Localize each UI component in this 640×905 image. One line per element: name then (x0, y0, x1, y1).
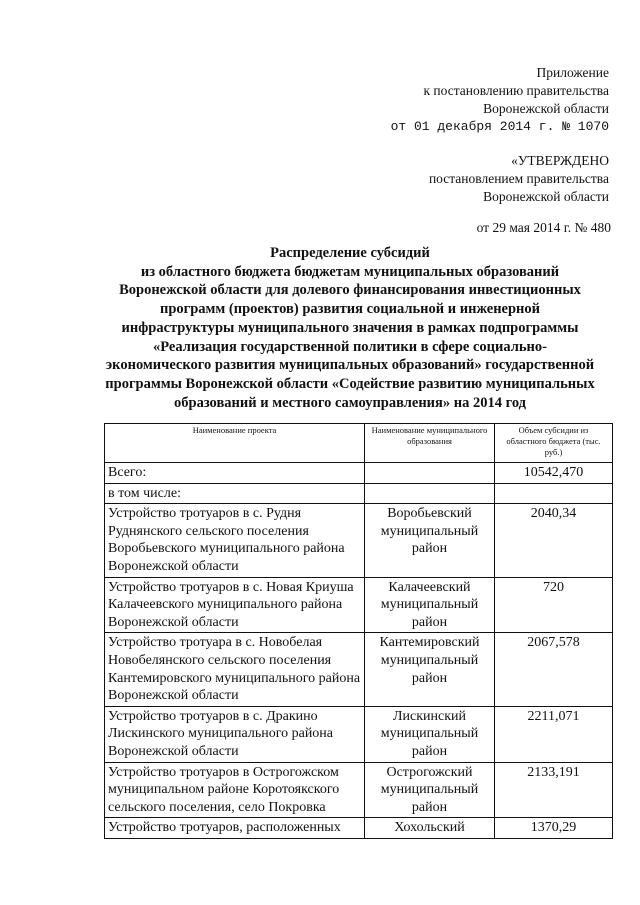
resolution-date: от 29 мая 2014 г. № 480 (476, 220, 611, 235)
title-line: программ (проектов) развития социальной и инженерной (159, 301, 541, 318)
document-title (100, 244, 600, 412)
including-label: в том числе: (105, 483, 365, 504)
title-line: программы Воронежской области «Содействие развитию муниципальных (105, 375, 595, 392)
amount-cell: 2040,34 (495, 504, 613, 577)
including-row (105, 483, 613, 504)
amount-cell: 1370,29 (495, 818, 613, 839)
amount-cell: 2133,191 (495, 762, 613, 818)
title-line: Распределение субсидий (270, 245, 430, 261)
municipality-cell: Острогожский муниципальный район (365, 762, 495, 818)
title-line: образований и местного самоуправления» на 2014 год (174, 394, 526, 411)
project-cell: Устройство тротуара в с. Новобелая Новобелянского сельского поселения Кантемировского муниципального района Воронежской области (105, 633, 365, 706)
municipality-cell: Калачеевский муниципальный район (365, 577, 495, 633)
table-row (105, 633, 613, 706)
municipality-cell: Кантемировский муниципальный район (365, 633, 495, 706)
table-header-row (105, 424, 613, 463)
header-project: Наименование проекта (105, 424, 365, 463)
amount-cell: 2067,578 (495, 633, 613, 706)
appendix-line: Воронежской области (483, 101, 609, 116)
total-amount: 10542,470 (495, 463, 613, 484)
approval-line: постановлением правительства (428, 171, 609, 186)
appendix-date-line: от 01 декабря 2014 г. № 1070 (390, 119, 609, 134)
title-line: Воронежской области для долевого финансирования инвестиционных (119, 282, 581, 299)
subsidy-table (104, 423, 613, 839)
amount-cell: 720 (495, 577, 613, 633)
amount-cell: 2211,071 (495, 706, 613, 762)
municipality-cell: Воробьевский муниципальный район (365, 504, 495, 577)
project-cell: Устройство тротуаров в Острогожском муниципальном районе Коротоякского сельского поселения, село Покровка (105, 762, 365, 818)
title-line: инфраструктуры муниципального значения в рамках подпрограммы (121, 319, 579, 336)
total-row (105, 463, 613, 484)
table-row (105, 577, 613, 633)
total-label: Всего: (105, 463, 365, 484)
approval-line: Воронежской области (483, 189, 609, 204)
including-empty-cell (365, 483, 495, 504)
title-line: экономического развития муниципальных образований» государственной (105, 357, 595, 374)
project-cell: Устройство тротуаров в с. Рудня Руднянского сельского поселения Воробьевского муниципального района Воронежской области (105, 504, 365, 577)
approval-line: «УТВЕРЖДЕНО (511, 153, 609, 168)
project-cell: Устройство тротуаров, расположенных (105, 818, 365, 839)
appendix-line: к постановлению правительства (423, 83, 609, 98)
header-amount: Объем субсидии из областного бюджета (тыс. руб.) (495, 424, 613, 463)
title-line: из областного бюджета бюджетам муниципальных образований (140, 263, 560, 280)
table-row (105, 818, 613, 839)
municipality-cell: Хохольский (365, 818, 495, 839)
project-cell: Устройство тротуаров в с. Дракино Лискинского муниципального района Воронежской области (105, 706, 365, 762)
header-municipality: Наименование муниципального образования (365, 424, 495, 463)
table-row (105, 504, 613, 577)
table-row (105, 706, 613, 762)
municipality-cell: Лискинский муниципальный район (365, 706, 495, 762)
including-empty-cell (495, 483, 613, 504)
project-cell: Устройство тротуаров в с. Новая Криуша Калачеевского муниципального района Воронежской области (105, 577, 365, 633)
table-row (105, 762, 613, 818)
appendix-block (289, 64, 609, 136)
approval-block (289, 152, 609, 206)
total-empty-cell (365, 463, 495, 484)
appendix-line: Приложение (536, 65, 609, 80)
title-line: «Реализация государственной политики в сфере социально- (153, 338, 547, 355)
